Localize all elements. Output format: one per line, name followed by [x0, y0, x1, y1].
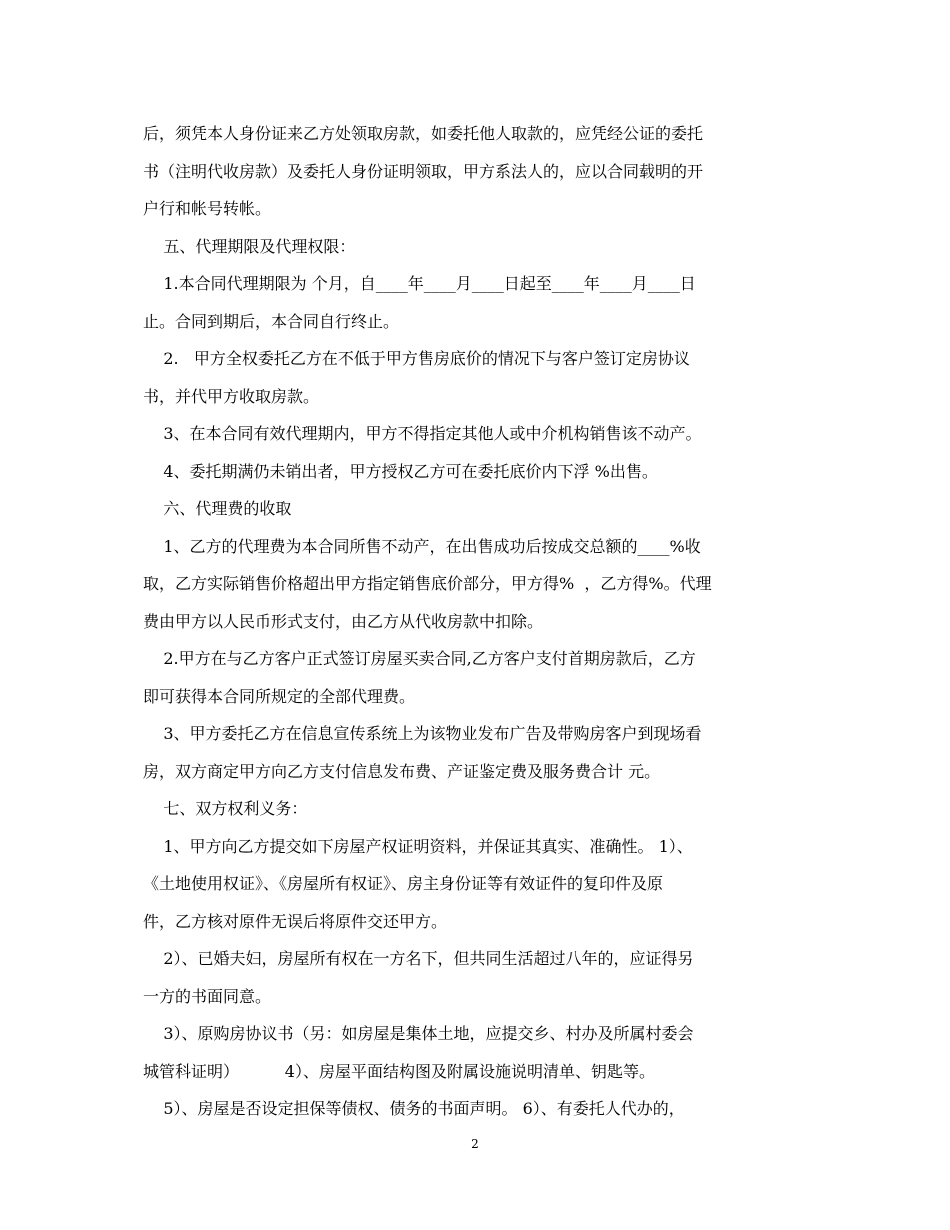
paragraph: [143, 415, 808, 453]
text-line: 4、委托期满仍未销出者，甲方授权乙方可在委托底价内下浮 %出售。: [143, 461, 658, 481]
text-line: 城管科证明） 4）、房屋平面结构图及附属设施说明清单、钥匙等。: [143, 1061, 655, 1081]
text-line: 《土地使用权证》、《房屋所有权证》、房主身份证等有效证件的复印件及原: [143, 874, 664, 893]
text-line: 1、乙方的代理费为本合同所售不动产，在出售成功后按成交总额的____%收: [143, 536, 701, 556]
text-line: 2. 甲方全权委托乙方在不低于甲方售房底价的情况下与客户签订定房协议: [143, 349, 690, 368]
paragraph: [143, 528, 808, 641]
paragraph: [143, 940, 808, 1015]
text-line: 一方的书面同意。: [143, 986, 272, 1006]
text-line: 2）、已婚夫妇，房屋所有权在一方名下，但共同生活超过八年的，应证得另: [143, 949, 694, 968]
paragraph: [143, 490, 808, 528]
paragraph: [143, 1015, 808, 1090]
document-body: [143, 115, 808, 1128]
text-line: 3）、原购房协议书（另：如房屋是集体土地，应提交乡、村办及所属村委会: [143, 1024, 694, 1043]
text-line: 件，乙方核对原件无误后将原件交还甲方。: [143, 911, 448, 931]
paragraph: [143, 115, 808, 228]
text-line: 书，并代甲方收取房款。: [143, 386, 320, 406]
paragraph: [143, 790, 808, 828]
text-line: 六、代理费的收取: [143, 499, 292, 518]
text-line: 七、双方权利义务：: [143, 799, 308, 818]
text-line: 止。合同到期后，本合同自行终止。: [143, 311, 400, 331]
paragraph: [143, 640, 808, 715]
paragraph: [143, 228, 808, 266]
text-line: 五、代理期限及代理权限：: [143, 236, 356, 256]
paragraph: [143, 340, 808, 415]
paragraph: [143, 715, 808, 790]
text-line: 后，须凭本人身份证来乙方处领取房款，如委托他人取款的，应凭经公证的委托: [143, 124, 704, 143]
text-line: 1.本合同代理期限为 个月，自____年____月____日起至____年____月____日: [143, 274, 696, 293]
text-line: 书（注明代收房款）及委托人身份证明领取，甲方系法人的，应以合同载明的开: [143, 161, 704, 181]
paragraph: [143, 265, 808, 340]
paragraph: [143, 453, 808, 491]
text-line: 3、甲方委托乙方在信息宣传系统上为该物业发布广告及带购房客户到现场看: [143, 724, 702, 743]
paragraph: [143, 828, 808, 941]
text-line: 户行和帐号转帐。: [143, 199, 272, 218]
text-line: 取，乙方实际销售价格超出甲方指定销售底价部分，甲方得% ，乙方得%。代理: [143, 574, 712, 593]
text-line: 费由甲方以人民币形式支付，由乙方从代收房款中扣除。: [143, 611, 544, 631]
text-line: 即可获得本合同所规定的全部代理费。: [143, 686, 416, 706]
text-line: 3、在本合同有效代理期内，甲方不得指定其他人或中介机构销售该不动产。: [143, 424, 702, 443]
text-line: 1、甲方向乙方提交如下房屋产权证明资料，并保证其真实、准确性。 1）、: [143, 836, 693, 856]
text-line: 2.甲方在与乙方客户正式签订房屋买卖合同,乙方客户支付首期房款后，乙方: [143, 649, 696, 668]
paragraph: [143, 1090, 808, 1128]
page-number: 2: [471, 1137, 479, 1151]
text-line: 房，双方商定甲方向乙方支付信息发布费、产证鉴定费及服务费合计 元。: [143, 761, 661, 781]
text-line: 5）、房屋是否设定担保等债权、债务的书面声明。 6）、有委托人代办的，: [143, 1099, 685, 1118]
